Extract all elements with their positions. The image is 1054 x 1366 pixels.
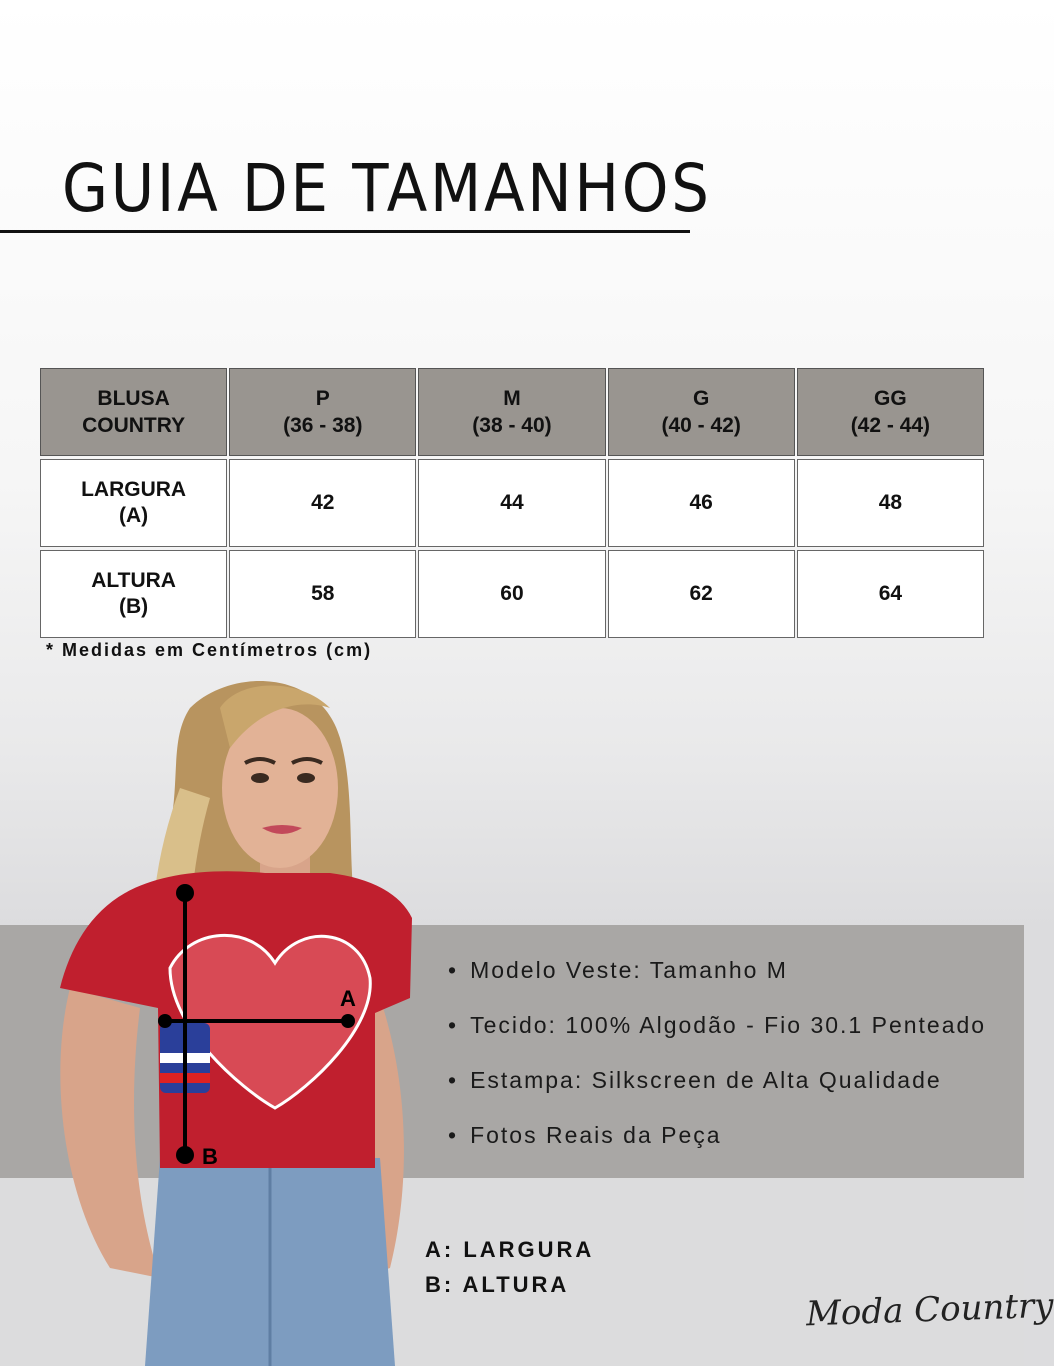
table-cell: 58 [229,550,416,638]
table-cell: 42 [229,459,416,547]
page-title: GUIA DE TAMANHOS [62,150,712,227]
list-item: • Fotos Reais da Peça [448,1115,986,1170]
table-cell: 64 [797,550,984,638]
size-chart-table [38,365,986,641]
table-cell: 44 [418,459,605,547]
row-label-altura: ALTURA (B) [40,550,227,638]
point-a-label: A [340,986,356,1011]
table-row [40,550,984,638]
table-cell: 60 [418,550,605,638]
feature-list [448,950,986,1170]
legend-b: B: ALTURA [425,1272,570,1297]
header-cell-p: P (36 - 38) [229,368,416,456]
list-item: • Estampa: Silkscreen de Alta Qualidade [448,1060,986,1115]
legend-a: A: LARGURA [425,1237,595,1262]
measurement-legend [425,1232,594,1302]
header-cell-m: M (38 - 40) [418,368,605,456]
table-cell: 46 [608,459,795,547]
title-divider [0,230,690,233]
table-header-row [40,368,984,456]
table-row [40,459,984,547]
header-cell-g: G (40 - 42) [608,368,795,456]
table-cell: 48 [797,459,984,547]
table-cell: 62 [608,550,795,638]
measurement-note: * Medidas em Centímetros (cm) [46,640,373,660]
model-photo [40,668,440,1366]
row-label-largura: LARGURA (A) [40,459,227,547]
list-item: • Tecido: 100% Algodão - Fio 30.1 Penteado [448,1005,986,1060]
header-cell-product: BLUSA COUNTRY [40,368,227,456]
point-b-label: B [202,1144,218,1169]
header-cell-gg: GG (42 - 44) [797,368,984,456]
list-item: • Modelo Veste: Tamanho M [448,950,986,1005]
brand-logo-text: Moda Country [805,1285,1054,1335]
